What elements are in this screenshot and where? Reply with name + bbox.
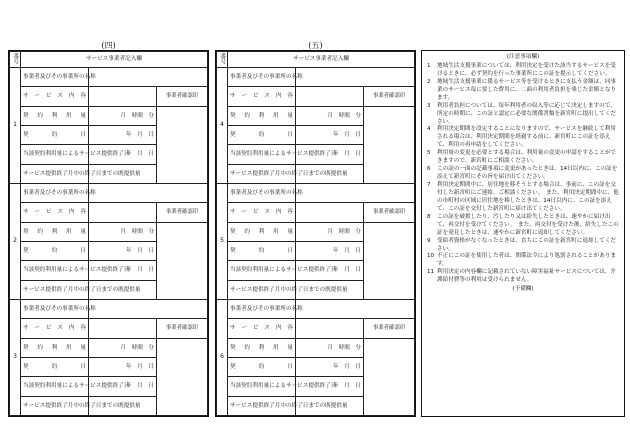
service-end-date-field[interactable]: 年 月 日: [296, 261, 364, 280]
contract-amount-label: 契約利用量: [228, 106, 296, 125]
provider-name-label: 事業者及びその事業所の名称: [228, 68, 296, 87]
provider-name-field[interactable]: [89, 68, 208, 87]
note-number: 3: [427, 102, 431, 109]
confirm-stamp-label: 事業者確認印: [364, 319, 415, 338]
provided-amount-label: サービス提供終了月中の終了日までの既提供量: [21, 396, 89, 415]
note-text: 利用決定期間中に、居住地を移そうとする場合は、事前に、この証を交付した新宮町にご連絡、ご相談ください。 また、利用決定期間中に、他の市町村の区域に居住地を移したときは、14日以内に、この証を添えて、この証を交付した新宮町に届け出てください。: [437, 182, 619, 212]
contract-amount-label: 契約利用量: [21, 338, 89, 357]
contract-amount-field[interactable]: 月 時間 分: [89, 338, 157, 357]
note-text: 不正にこの証を使用した者は、関係法令により処罰されることがあります。: [437, 253, 617, 268]
service-end-date-label: 当該契約利用量によるサービス提供終了日: [21, 145, 89, 164]
service-end-date-field[interactable]: 年 月 日: [89, 377, 157, 396]
record-block: [10, 183, 208, 202]
service-end-date-field[interactable]: 年 月 日: [89, 261, 157, 280]
service-end-date-label: 当該契約利用量によるサービス提供終了日: [228, 145, 296, 164]
left-panel-label: (四): [101, 41, 116, 50]
note-number: 10: [427, 253, 435, 260]
provider-name-field[interactable]: [296, 183, 415, 202]
note-number: 9: [427, 237, 431, 244]
confirm-stamp-label: 事業者確認印: [157, 203, 208, 222]
service-end-date-label: 当該契約利用量によるサービス提供終了日: [228, 377, 296, 396]
contract-date-label: 契約日: [21, 125, 89, 144]
provider-name-label: 事業者及びその事業所の名称: [21, 299, 89, 318]
note-item: [427, 182, 619, 214]
service-end-date-field[interactable]: 年 月 日: [89, 145, 157, 164]
note-text: 地域生活支援事業については、利用決定を受けた該当するサービスを受けるときに、必ず契約を行った事業所にこの証を提示してください。: [437, 62, 616, 77]
note-text: 利用決定の内容欄に記載されていない障害福祉サービスについては、介護給付費等の利用は受けられません。: [437, 269, 616, 284]
provider-name-label: 事業者及びその事業所の名称: [21, 183, 89, 202]
contract-amount-label: 契約利用量: [21, 222, 89, 241]
note-number: 8: [427, 213, 431, 220]
note-item: [427, 166, 619, 182]
provider-name-field[interactable]: [89, 299, 208, 318]
note-item: [427, 79, 619, 103]
note-number: 4: [427, 126, 431, 133]
provider-name-label: 事業者及びその事業所の名称: [21, 68, 89, 87]
record-number: 3: [10, 299, 21, 415]
confirm-stamp-label: 事業者確認印: [364, 203, 415, 222]
service-content-field[interactable]: [89, 319, 157, 338]
note-item: [427, 103, 619, 127]
service-end-date-label: 当該契約利用量によるサービス提供終了日: [21, 261, 89, 280]
contract-amount-field[interactable]: 月 時間 分: [89, 222, 157, 241]
confirm-stamp-field[interactable]: [364, 338, 415, 415]
record-number: 2: [10, 183, 21, 299]
record-number: 1: [10, 68, 21, 184]
number-column-header: [10, 52, 21, 68]
number-column-header: [217, 52, 228, 68]
note-item: [427, 269, 619, 285]
record-number: 6: [217, 299, 228, 415]
contract-date-field[interactable]: 年 月 日: [296, 241, 364, 260]
provider-name-label: 事業者及びその事業所の名称: [228, 299, 296, 318]
service-content-label: サービス内容: [228, 87, 296, 106]
notes-panel: [421, 50, 625, 417]
service-content-field[interactable]: [89, 203, 157, 222]
note-text: この証の一面の記載事項に変更があったときは、14日以内に、この証を添えて新宮町にその旨を届け出てください。: [437, 166, 618, 181]
provided-amount-label: サービス提供終了月中の終了日までの既提供量: [228, 164, 296, 183]
confirm-stamp-field[interactable]: [364, 106, 415, 183]
contract-amount-field[interactable]: 月 時間 分: [296, 338, 364, 357]
provider-name-field[interactable]: [89, 183, 208, 202]
service-content-field[interactable]: [296, 319, 364, 338]
contract-amount-field[interactable]: 月 時間 分: [89, 106, 157, 125]
note-text: 受給者資格がなくなったときは、直ちにこの証を新宮町に返却してください。: [437, 237, 617, 252]
confirm-stamp-label: 事業者確認印: [157, 319, 208, 338]
note-item: [427, 214, 619, 238]
record-block: [217, 183, 415, 202]
record-block: [217, 299, 415, 318]
record-number: 4: [217, 68, 228, 184]
form-header: サービス事業者記入欄: [228, 52, 415, 68]
confirm-stamp-field[interactable]: [157, 222, 208, 299]
note-text: 利用者負担については、毎年利用者の収入等に応じて決定しますので、所定の時期に、この証と認定に必要な関係書類を新宮町に提出してください。: [437, 102, 617, 125]
service-end-date-field[interactable]: 年 月 日: [296, 377, 364, 396]
confirm-stamp-field[interactable]: [157, 106, 208, 183]
contract-date-field[interactable]: 年 月 日: [89, 125, 157, 144]
provider-name-field[interactable]: [296, 299, 415, 318]
contract-date-field[interactable]: 年 月 日: [89, 241, 157, 260]
contract-date-label: 契約日: [21, 241, 89, 260]
confirm-stamp-label: 事業者確認印: [157, 87, 208, 106]
number-header-text: 番号: [219, 52, 226, 64]
note-item: [427, 63, 619, 79]
notes-list: [427, 63, 619, 285]
service-content-label: サービス内容: [21, 87, 89, 106]
note-item: [427, 150, 619, 166]
note-text: 利用量の変更を必要とする場合は、利用量の変更の申請をすることができますので、新宮町にご相談ください。: [437, 150, 617, 165]
contract-date-label: 契約日: [21, 357, 89, 376]
number-header-text: 番号: [12, 52, 19, 64]
contract-amount-label: 契約利用量: [21, 106, 89, 125]
mid-form-panel: [215, 50, 416, 417]
provided-amount-label: サービス提供終了月中の終了日までの既提供量: [228, 396, 296, 415]
contract-date-field[interactable]: 年 月 日: [296, 357, 364, 376]
contract-date-field[interactable]: 年 月 日: [296, 125, 364, 144]
confirm-stamp-label: 事業者確認印: [364, 87, 415, 106]
service-end-date-label: 当該契約利用量によるサービス提供終了日: [228, 261, 296, 280]
note-number: 5: [427, 150, 431, 157]
contract-amount-field[interactable]: 月 時間 分: [296, 106, 364, 125]
note-number: 2: [427, 78, 431, 85]
contract-amount-field[interactable]: 月 時間 分: [296, 222, 364, 241]
note-number: 1: [427, 62, 431, 69]
note-number: 6: [427, 166, 431, 173]
provided-amount-label: サービス提供終了月中の終了日までの既提供量: [21, 164, 89, 183]
record-block: [217, 68, 415, 87]
note-number: 11: [427, 269, 435, 276]
record-number: 5: [217, 183, 228, 299]
service-record-table-mid: [216, 51, 415, 416]
provided-amount-label: サービス提供終了月中の終了日までの既提供量: [21, 280, 89, 299]
left-form-panel: [8, 50, 209, 417]
note-number: 7: [427, 182, 431, 188]
note-text: この証を破損したり、汚したり又は紛失したときは、速やかに届け出て、再交付を受けてください。 また、再交付を受けた後、紛失したこの証を発見したときは、速やかに新宮町に返却してください。: [437, 213, 619, 236]
provided-amount-label: サービス提供終了月中の終了日までの既提供量: [228, 280, 296, 299]
service-content-field[interactable]: [89, 87, 157, 106]
service-content-field[interactable]: [296, 203, 364, 222]
service-content-field[interactable]: [296, 87, 364, 106]
provider-name-label: 事業者及びその事業所の名称: [228, 183, 296, 202]
mid-panel-label: (五): [308, 41, 323, 50]
service-content-label: サービス内容: [228, 319, 296, 338]
confirm-stamp-field[interactable]: [157, 338, 208, 415]
note-text: 地域生活支援事業に係るサービス等を受けるときに支払う金額は、同事業のサービス毎に要した費用に、二面の利用者負担を乗じた金額となります。: [437, 78, 617, 101]
note-item: [427, 238, 619, 254]
notes-header: (注意事項欄): [506, 54, 540, 60]
contract-date-field[interactable]: 年 月 日: [89, 357, 157, 376]
confirm-stamp-field[interactable]: [364, 222, 415, 299]
contract-date-label: 契約日: [228, 125, 296, 144]
note-item: [427, 253, 619, 269]
service-content-label: サービス内容: [21, 203, 89, 222]
contract-amount-label: 契約利用量: [228, 222, 296, 241]
form-header: サービス事業者記入欄: [21, 52, 208, 68]
contract-date-label: 契約日: [228, 241, 296, 260]
service-end-date-label: 当該契約利用量によるサービス提供終了日: [21, 377, 89, 396]
service-end-date-field[interactable]: 年 月 日: [296, 145, 364, 164]
contract-date-label: 契約日: [228, 357, 296, 376]
note-text: 利用決定期間を設定することになりますので、サービスを継続して利用される場合は、利用決定期間を経過する前に、新宮町にこの証を添えて、利用の再申請をしてください。: [437, 126, 616, 149]
contract-amount-label: 契約利用量: [228, 338, 296, 357]
reserve-label: (予備欄): [512, 286, 534, 293]
service-content-label: サービス内容: [21, 319, 89, 338]
service-content-label: サービス内容: [228, 203, 296, 222]
note-item: [427, 126, 619, 150]
record-block: [10, 299, 208, 318]
record-block: [10, 68, 208, 87]
service-record-table-left: [9, 51, 208, 416]
provider-name-field[interactable]: [296, 68, 415, 87]
